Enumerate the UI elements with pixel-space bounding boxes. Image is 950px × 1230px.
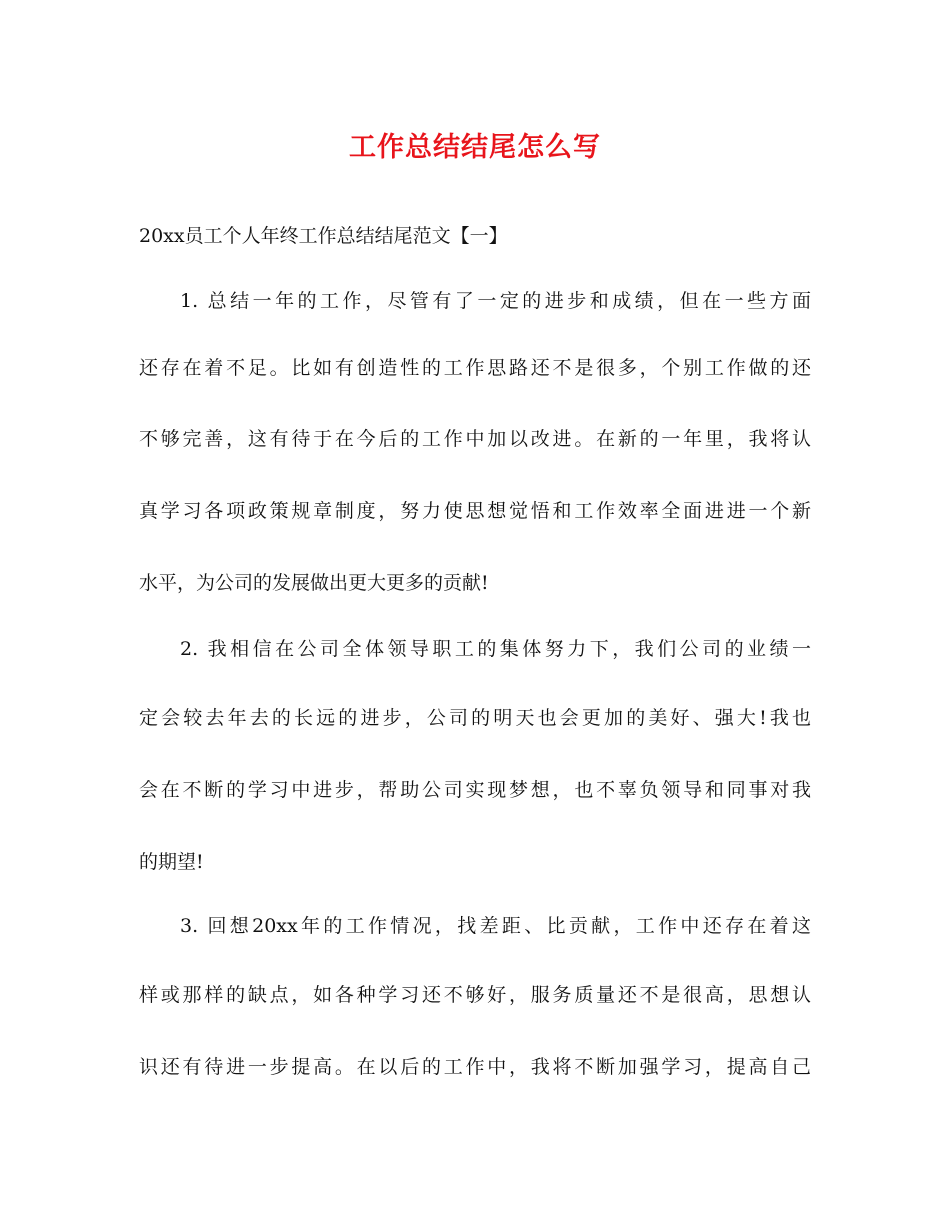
page-title: 工作总结结尾怎么写 (349, 132, 601, 163)
paragraph-2-line-1: 2. 我相信在公司全体领导职工的集体努力下，我们公司的业绩一 (180, 638, 811, 660)
paragraph-3-line-2: 样或那样的缺点，如各种学习还不够好，服务质量还不是很高，思想认 (139, 984, 811, 1006)
paragraph-1-line-1: 1. 总结一年的工作，尽管有了一定的进步和成绩，但在一些方面 (180, 290, 811, 312)
paragraph-2-line-2: 定会较去年去的长远的进步，公司的明天也会更加的美好、强大!我也 (139, 707, 811, 729)
paragraph-3-line-1: 3. 回想20xx年的工作情况，找差距、比贡献，工作中还存在着这 (180, 915, 811, 937)
paragraph-1-line-3: 不够完善，这有待于在今后的工作中加以改进。在新的一年里，我将认 (139, 428, 811, 450)
paragraph-1-line-4: 真学习各项政策规章制度，努力使思想觉悟和工作效率全面进进一个新 (139, 500, 811, 522)
paragraph-1-line-2: 还存在着不足。比如有创造性的工作思路还不是很多，个别工作做的还 (139, 357, 811, 379)
paragraph-2-line-4: 的期望! (139, 851, 204, 873)
paragraph-1-line-5: 水平，为公司的发展做出更大更多的贡献! (139, 572, 489, 594)
section-heading: 20xx员工个人年终工作总结结尾范文【一】 (139, 225, 508, 247)
paragraph-2-line-3: 会在不断的学习中进步，帮助公司实现梦想，也不辜负领导和同事对我 (139, 779, 811, 801)
paragraph-3-line-3: 识还有待进一步提高。在以后的工作中，我将不断加强学习，提高自己 (139, 1056, 811, 1078)
